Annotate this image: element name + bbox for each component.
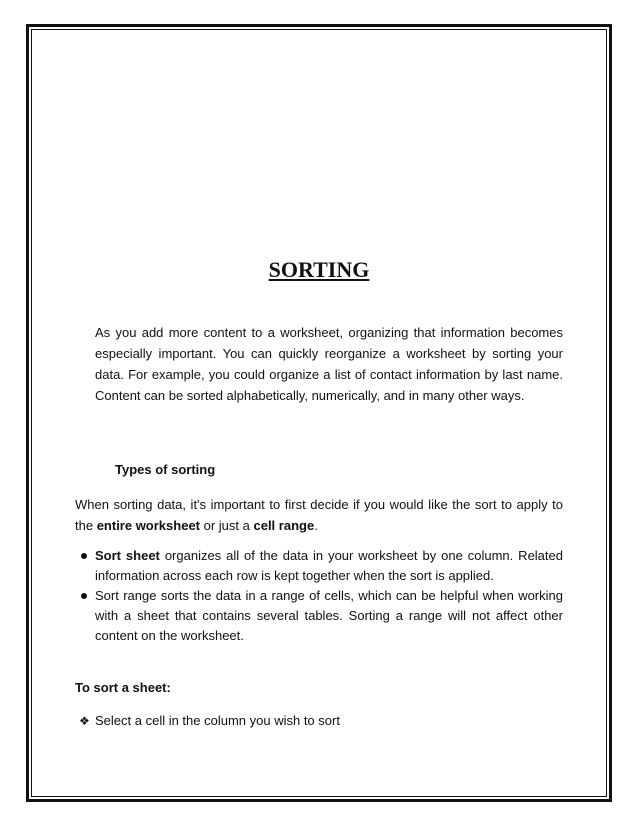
when-prefix: When sorting data, it's important to first decide if you would like the sort to apply to the: [75, 497, 563, 533]
bullet-text: Sort range sorts the data in a range of cells, which can be helpful when working with a sheet that contains several tables. Sorting a range will not affect other content on the worksheet.: [95, 588, 563, 643]
types-heading: Types of sorting: [115, 462, 216, 477]
diamond-bullet-icon: ❖: [79, 714, 90, 728]
when-suffix: .: [314, 518, 318, 533]
bullet-dot-icon: [81, 593, 87, 599]
when-middle: or just a: [200, 518, 254, 533]
when-paragraph: [75, 494, 563, 536]
sort-type-list: [95, 546, 563, 646]
list-item: [95, 586, 563, 646]
bullet-dot-icon: [81, 553, 87, 559]
to-sort-heading: To sort a sheet:: [75, 680, 171, 695]
page-title: SORTING: [268, 257, 370, 282]
step-text: Select a cell in the column you wish to sort: [95, 713, 340, 728]
bullet-text: organizes all of the data in your worksheet by one column. Related information across each row is kept together when the sort is applied.: [95, 548, 563, 583]
intro-paragraph: As you add more content to a worksheet, organizing that information becomes especially important. You can quickly reorganize a worksheet by sorting your data. For example, you could organize a list of contact information by last name. Content can be sorted alphabetically, numerically, and in many other ways.: [95, 325, 563, 403]
when-bold-cell-range: cell range: [253, 518, 315, 533]
when-bold-entire-worksheet: entire worksheet: [96, 518, 201, 533]
bullet-lead: Sort sheet: [95, 548, 160, 563]
step-item: [79, 713, 340, 728]
list-item: [95, 546, 563, 586]
